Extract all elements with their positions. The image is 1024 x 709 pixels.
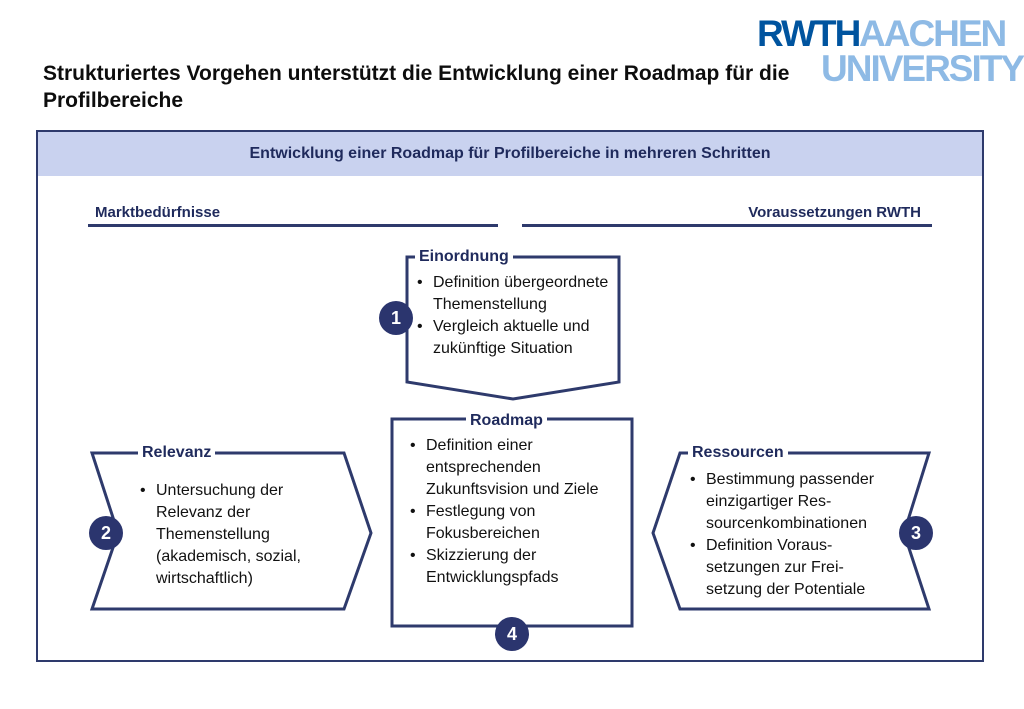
logo-university-text: UNIVERSITY bbox=[821, 48, 1024, 89]
list-item: • Definition übergeordnete Themenstellung bbox=[415, 272, 620, 316]
step-badge-1: 1 bbox=[379, 301, 413, 335]
step-badge-2: 2 bbox=[89, 516, 123, 550]
einordnung-title: Einordnung bbox=[415, 247, 513, 267]
ressourcen-title: Ressourcen bbox=[688, 443, 788, 463]
list-item: • Vergleich aktuelle und zukünftige Situation bbox=[415, 316, 620, 360]
roadmap-title: Roadmap bbox=[466, 411, 547, 431]
list-item: • Skizzierung der Entwicklungspfads bbox=[408, 545, 618, 589]
relevanz-title: Relevanz bbox=[138, 443, 215, 463]
list-item: • Definition einer entsprechenden Zukunftsvision und Ziele bbox=[408, 435, 618, 501]
right-axis-label: Voraussetzungen RWTH bbox=[748, 204, 921, 221]
roadmap-bullets bbox=[408, 435, 618, 589]
list-item: • Bestimmung passender einzigartiger Res-sourcenkombinationen bbox=[688, 469, 893, 535]
slide-title: Strukturiertes Vorgehen unterstützt die Entwicklung einer Roadmap für die Profilbereiche bbox=[43, 62, 790, 112]
list-item: • Untersuchung der Relevanz der Themenstellung (akademisch, sozial, wirtschaftlich) bbox=[138, 480, 323, 590]
logo-aachen-text: AACHEN bbox=[859, 13, 1006, 54]
logo-rwth-text: RWTH bbox=[757, 13, 860, 54]
left-axis-label: Marktbedürfnisse bbox=[95, 204, 221, 221]
step-badge-3: 3 bbox=[899, 516, 933, 550]
list-item: • Definition Voraus-setzungen zur Frei-setzung der Potentiale bbox=[688, 535, 893, 601]
relevanz-bullets bbox=[138, 480, 323, 590]
diagram-header: Entwicklung einer Roadmap für Profilbereiche in mehreren Schritten bbox=[249, 145, 771, 162]
step-badge-4: 4 bbox=[495, 617, 529, 651]
list-item: • Festlegung von Fokusbereichen bbox=[408, 501, 618, 545]
ressourcen-bullets bbox=[688, 469, 893, 601]
einordnung-bullets bbox=[415, 272, 620, 360]
